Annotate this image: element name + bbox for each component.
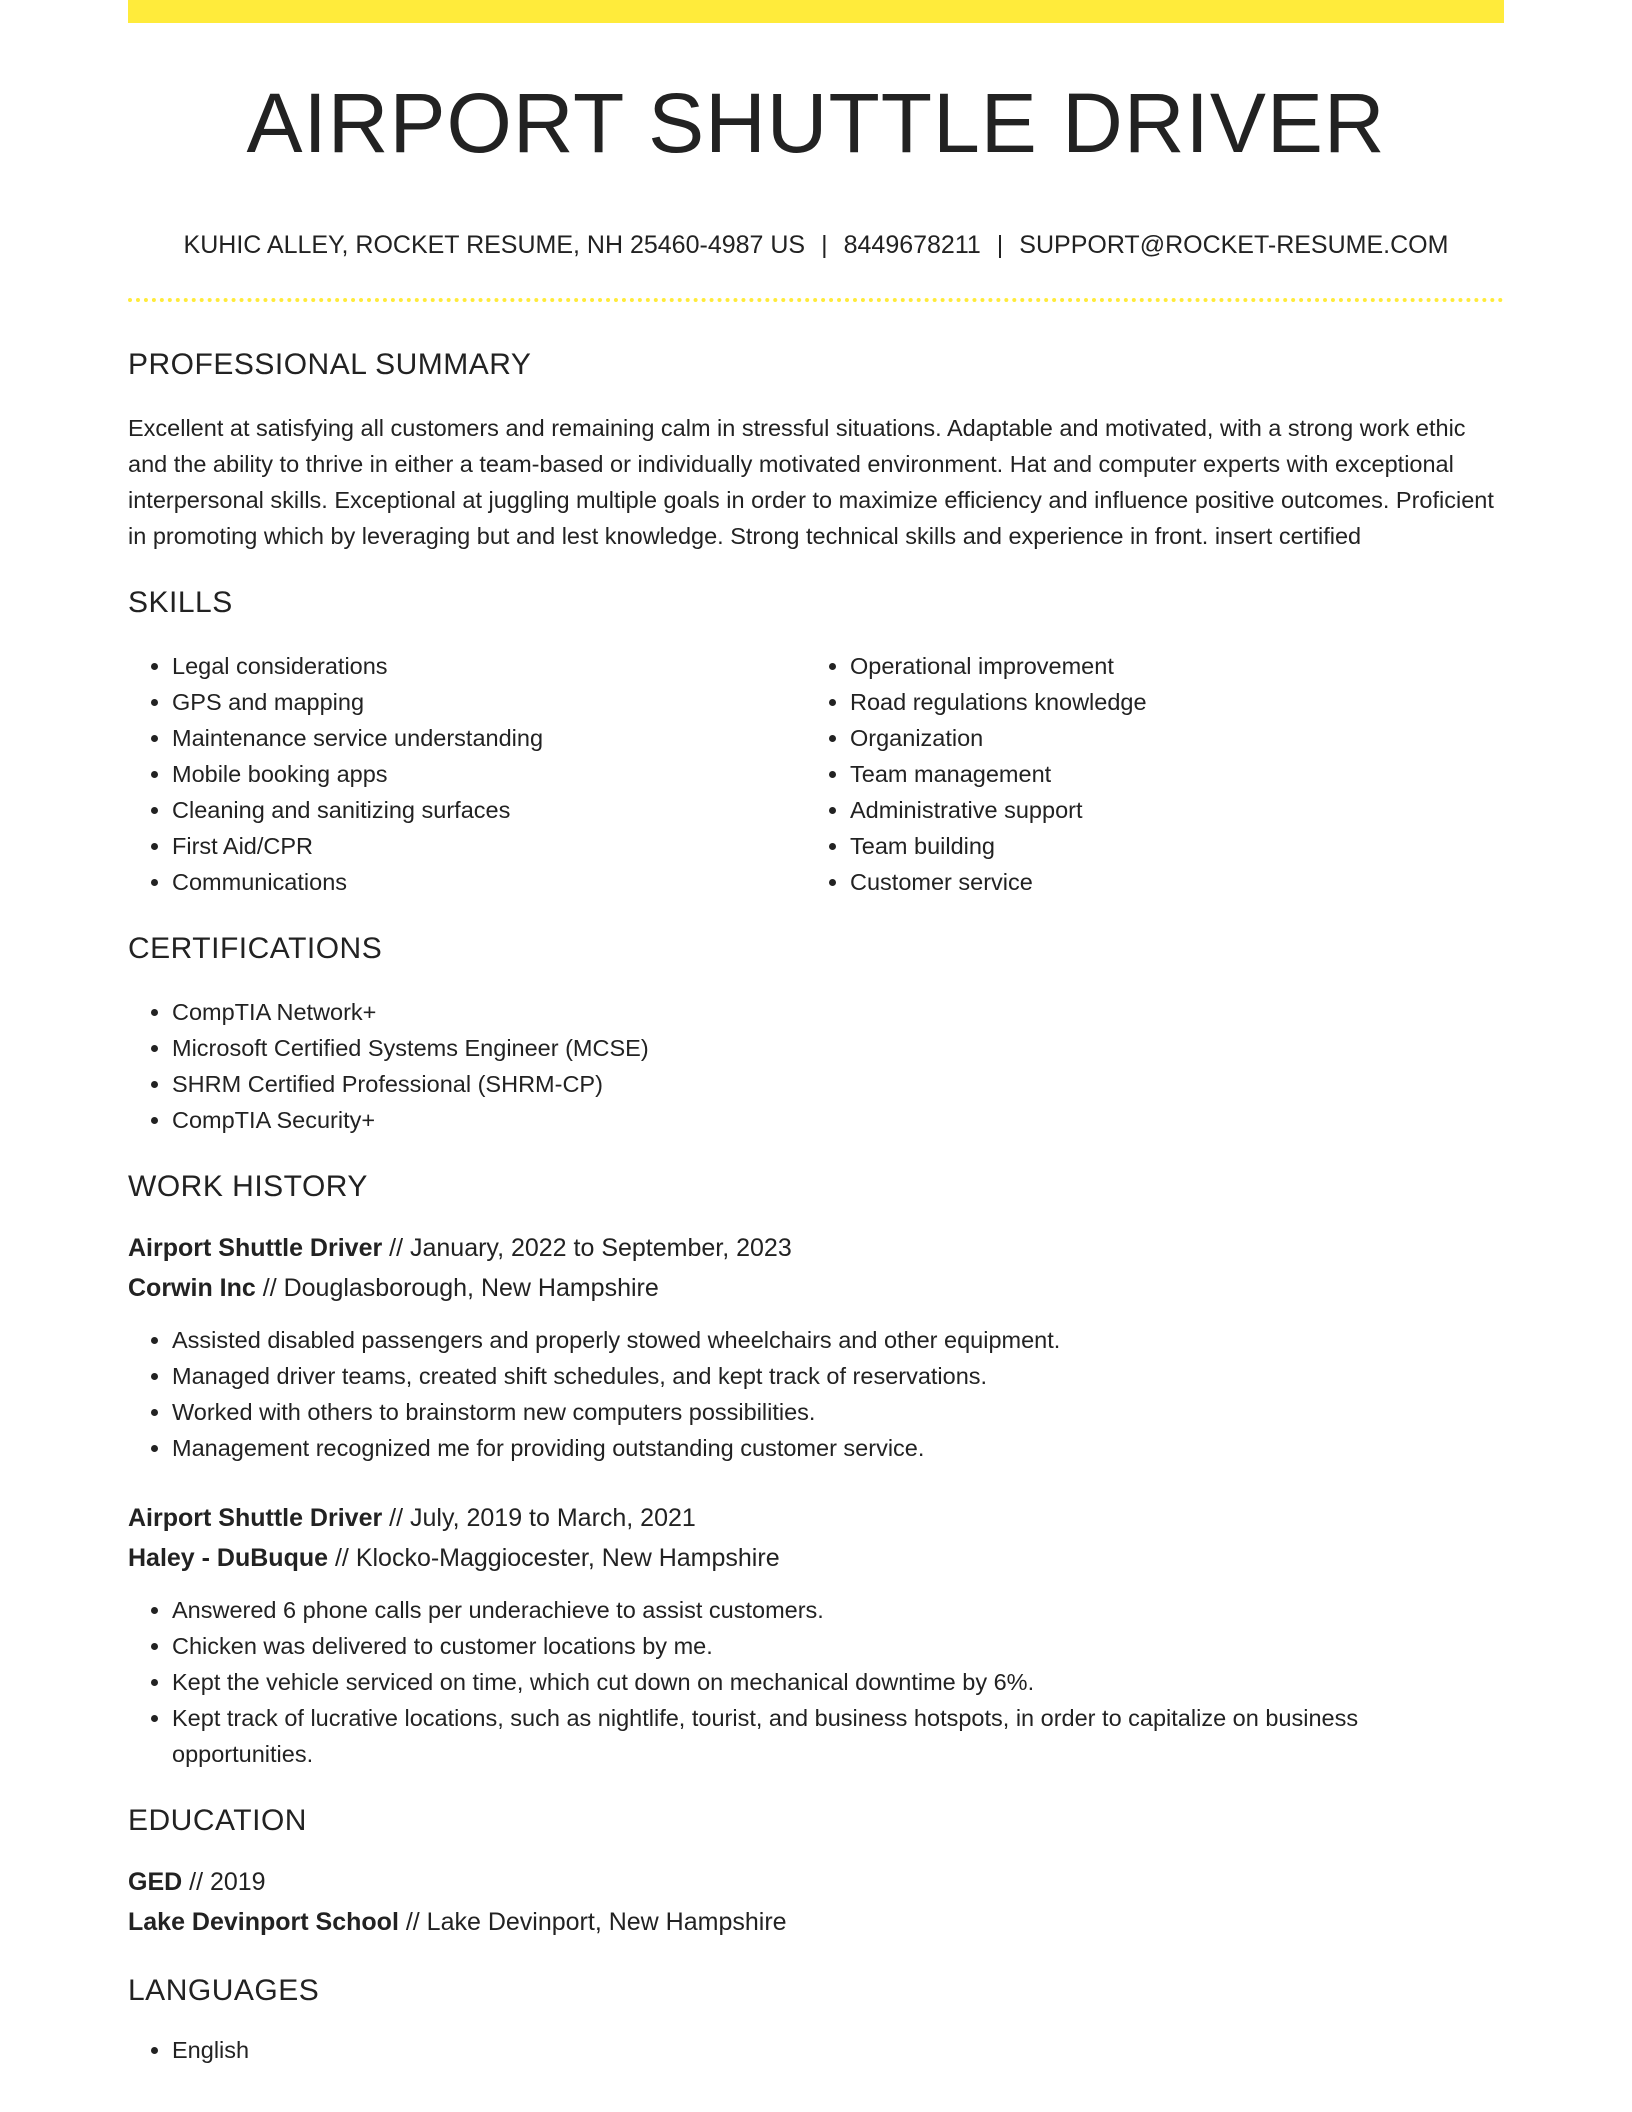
contact-separator: |: [996, 231, 1004, 259]
section-title-education: EDUCATION: [128, 1804, 307, 1837]
certification-item: • Microsoft Certified Systems Engineer (MCSE): [172, 1030, 1504, 1066]
skills-list-right: [806, 648, 1484, 900]
contact-address: KUHIC ALLEY, ROCKET RESUME, NH 25460-4987 US: [183, 231, 806, 259]
skill-item: • Administrative support: [850, 792, 1484, 828]
education-year: // 2019: [182, 1868, 266, 1896]
skill-item: • Team management: [850, 756, 1484, 792]
job-bullet: • Answered 6 phone calls per underachieve to assist customers.: [172, 1592, 1504, 1628]
section-title-skills: SKILLS: [128, 586, 233, 619]
job-company: Corwin Inc: [128, 1274, 256, 1302]
job-entry: [128, 1498, 1504, 1772]
job-title-line: [128, 1228, 1504, 1268]
job-bullet: • Kept track of lucrative locations, such as nightlife, tourist, and business hotspots, in order to capitalize on business opportunities.: [172, 1700, 1504, 1772]
job-role: Airport Shuttle Driver: [128, 1234, 383, 1262]
language-item: • English: [172, 2032, 1504, 2068]
education-degree-line: [128, 1862, 1504, 1902]
education-location: // Lake Devinport, New Hampshire: [398, 1908, 787, 1936]
job-bullet: • Assisted disabled passengers and properly stowed wheelchairs and other equipment.: [172, 1322, 1504, 1358]
languages-section: [128, 1976, 1504, 2068]
job-bullet: • Management recognized me for providing outstanding customer service.: [172, 1430, 1504, 1466]
education-degree: GED: [128, 1868, 183, 1896]
job-bullets: [128, 1322, 1504, 1466]
languages-list: [128, 2032, 1504, 2068]
skills-list-left: [128, 648, 806, 900]
skill-item: • Communications: [172, 864, 806, 900]
job-company-line: [128, 1538, 1504, 1578]
summary-text: Excellent at satisfying all customers and remaining calm in stressful situations. Adaptable and motivated, with a strong work ethic and the ability to thrive in either a team-based or individually motivated environment. Hat and computer experts with exceptional interpersonal skills. Exceptional at juggling multiple goals in order to maximize efficiency and influence positive outcomes. Proficient in promoting which by leveraging but and lest knowledge. Strong technical skills and experience in front. insert certified: [128, 415, 1494, 549]
section-title-work-history: WORK HISTORY: [128, 1170, 368, 1203]
candidate-title: AIRPORT SHUTTLE DRIVER: [246, 76, 1386, 170]
certification-item: • CompTIA Security+: [172, 1102, 1504, 1138]
top-accent-bar: [128, 0, 1504, 23]
skill-item: • First Aid/CPR: [172, 828, 806, 864]
job-bullet: • Kept the vehicle serviced on time, which cut down on mechanical downtime by 6%.: [172, 1664, 1504, 1700]
certification-item: • SHRM Certified Professional (SHRM-CP): [172, 1066, 1504, 1102]
education-section: [128, 1806, 1504, 1942]
certifications-list: [128, 994, 1504, 1138]
certification-item: • CompTIA Network+: [172, 994, 1504, 1030]
work-history-section: [128, 1172, 1504, 1772]
skill-item: • Maintenance service understanding: [172, 720, 806, 756]
job-bullets: [128, 1592, 1504, 1772]
skills-section: [128, 588, 1504, 900]
skill-item: • Mobile booking apps: [172, 756, 806, 792]
header-divider: [128, 298, 1504, 302]
skills-grid: [128, 648, 1504, 900]
resume-page: [128, 0, 1504, 2068]
education-entry: [128, 1862, 1504, 1942]
summary-section: [128, 350, 1504, 554]
job-dates: // July, 2019 to March, 2021: [382, 1504, 696, 1532]
education-school-line: [128, 1902, 1504, 1942]
section-title-certifications: CERTIFICATIONS: [128, 932, 383, 965]
contact-separator: |: [821, 231, 828, 259]
job-company-line: [128, 1268, 1504, 1308]
skill-item: • Customer service: [850, 864, 1484, 900]
certifications-section: [128, 934, 1504, 1138]
skill-item: • Cleaning and sanitizing surfaces: [172, 792, 806, 828]
job-entry: [128, 1228, 1504, 1466]
job-bullet: • Worked with others to brainstorm new computers possibilities.: [172, 1394, 1504, 1430]
skill-item: • Team building: [850, 828, 1484, 864]
section-title-summary: PROFESSIONAL SUMMARY: [128, 348, 532, 381]
contact-line: [128, 233, 1504, 258]
contact-phone: 8449678211: [843, 231, 981, 259]
education-school: Lake Devinport School: [128, 1908, 399, 1936]
skill-item: • Road regulations knowledge: [850, 684, 1484, 720]
skill-item: • Operational improvement: [850, 648, 1484, 684]
skill-item: • Organization: [850, 720, 1484, 756]
section-title-languages: LANGUAGES: [128, 1974, 320, 2007]
skill-item: • GPS and mapping: [172, 684, 806, 720]
job-location: // Douglasborough, New Hampshire: [255, 1274, 659, 1302]
job-role: Airport Shuttle Driver: [128, 1504, 383, 1532]
job-bullet: • Chicken was delivered to customer locations by me.: [172, 1628, 1504, 1664]
contact-email: SUPPORT@ROCKET-RESUME.COM: [1019, 231, 1449, 259]
skill-item: • Legal considerations: [172, 648, 806, 684]
job-dates: // January, 2022 to September, 2023: [382, 1234, 792, 1262]
job-location: // Klocko-Maggiocester, New Hampshire: [328, 1544, 780, 1572]
job-title-line: [128, 1498, 1504, 1538]
skills-column-right: [806, 648, 1484, 900]
job-bullet: • Managed driver teams, created shift schedules, and kept track of reservations.: [172, 1358, 1504, 1394]
job-company: Haley - DuBuque: [128, 1544, 329, 1572]
skills-column-left: [128, 648, 806, 900]
